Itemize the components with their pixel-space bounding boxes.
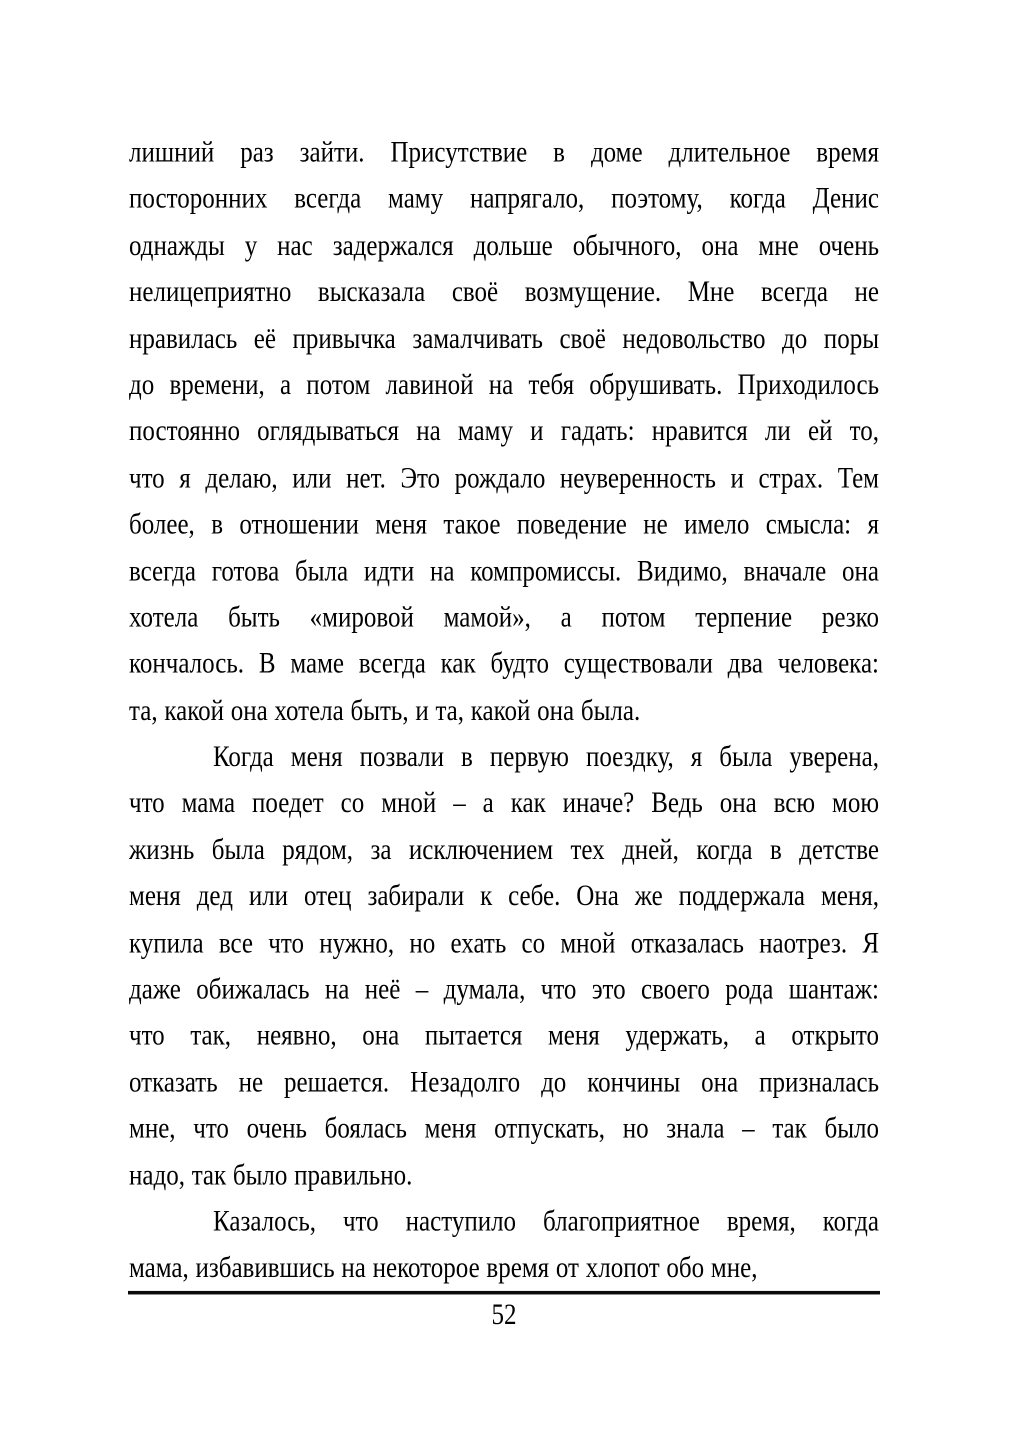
text-line: нравилась её привычка замалчивать своё недовольство до поры xyxy=(129,322,879,355)
text-line: до времени, а потом лавиной на тебя обрушивать. Приходилось xyxy=(129,369,879,402)
text-line: отказать не решается. Незадолго до кончины она призналась xyxy=(129,1066,879,1099)
text-line: жизнь была рядом, за исключением тех дней, когда в детстве xyxy=(129,834,879,866)
text-line: лишний раз зайти. Присутствие в доме длительное время xyxy=(129,136,879,169)
text-line: надо, так было правильно. xyxy=(129,1159,413,1192)
text-line: хотела быть «мировой мамой», а потом терпение резко xyxy=(129,601,879,634)
text-line: что мама поедет со мной – а как иначе? Ведь она всю мою xyxy=(129,787,879,820)
text-line: нелицеприятно высказала своё возмущение. Мне всегда не xyxy=(129,276,879,309)
text-line: более, в отношении меня такое поведение не имело смысла: я xyxy=(129,508,879,541)
text-line: кончалось. В маме всегда как будто существовали два человека: xyxy=(129,648,879,681)
page-number: 52 xyxy=(491,1299,517,1332)
text-line: Казалось, что наступило благоприятное время, когда xyxy=(213,1205,879,1238)
text-line: всегда готова была идти на компромиссы. Видимо, вначале она xyxy=(129,555,879,588)
text-line: купила все что нужно, но ехать со мной отказалась наотрез. Я xyxy=(129,927,879,959)
text-line: постоянно оглядываться на маму и гадать: нравится ли ей то, xyxy=(129,415,879,448)
text-line: посторонних всегда маму напрягало, поэтому, когда Денис xyxy=(129,183,879,216)
text-line: та, какой она хотела быть, и та, какой она была. xyxy=(129,694,641,727)
text-line: что я делаю, или нет. Это рождало неуверенность и страх. Тем xyxy=(129,462,879,495)
text-line: что так, неявно, она пытается меня удержать, а открыто xyxy=(129,1020,879,1052)
text-line: Когда меня позвали в первую поездку, я была уверена, xyxy=(213,741,879,773)
text-line: однажды у нас задержался дольше обычного, она мне очень xyxy=(129,229,879,262)
text-line: мама, избавившись на некоторое время от хлопот обо мне, xyxy=(129,1252,758,1285)
text-line: мне, что очень боялась меня отпускать, но знала – так было xyxy=(129,1112,879,1145)
footer-divider xyxy=(128,1291,880,1295)
text-line: меня дед или отец забирали к себе. Она же поддержала меня, xyxy=(129,880,879,913)
text-line: даже обижалась на неё – думала, что это своего рода шантаж: xyxy=(129,973,879,1006)
document-body xyxy=(129,130,879,1292)
